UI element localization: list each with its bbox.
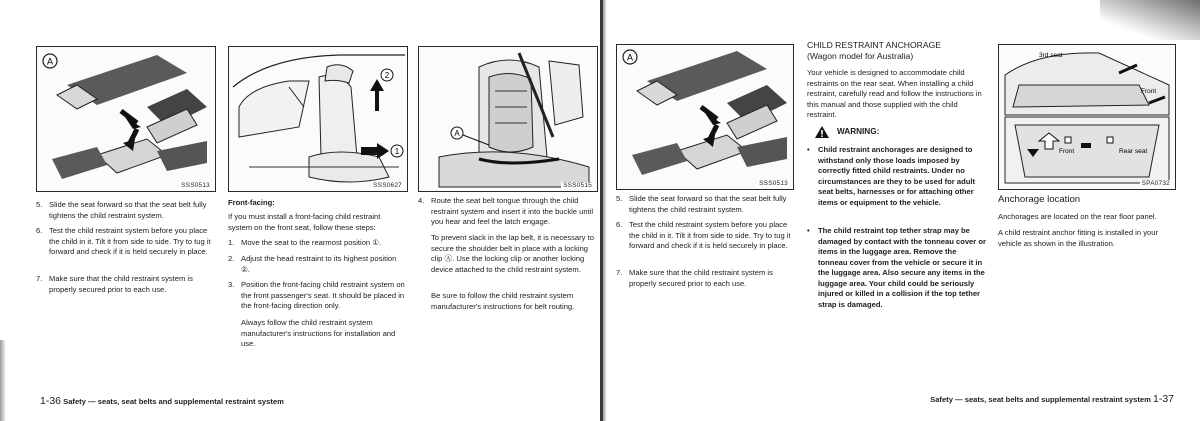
item-text: Test the child restraint system before you place the child in it. Tilt it from side to side. Try to tug it forward and check if it is held securely in place. <box>49 226 211 257</box>
bullet-dot: • <box>807 145 810 154</box>
page-number: 1-37 <box>1152 393 1174 405</box>
figure-code: SSS0513 <box>181 182 210 189</box>
label-3rd-seat: 3rd seat <box>1039 52 1063 59</box>
step-text: Position the front-facing child restraint system on the front passenger's seat. It should be placed in the front-facing direction only. <box>241 280 405 311</box>
callout-1: 1 <box>394 147 400 156</box>
callout-2: 2 <box>384 71 390 80</box>
step-number: 3. <box>228 280 235 289</box>
label-front-right: Front <box>1141 88 1157 95</box>
figure-anchorage-location <box>998 44 1176 190</box>
step-text: Adjust the head restraint to its highest position ②. <box>241 254 397 274</box>
step-number: 1. <box>228 238 235 247</box>
footer-title: Safety — seats, seat belts and supplemental restraint system <box>63 397 284 406</box>
intro-paragraph: If you must install a front-facing child restraint system on the front seat, follow these steps: <box>228 212 381 232</box>
item-number: 5. <box>36 200 43 209</box>
paragraph: Be sure to follow the child restraint system manufacturer's instructions for belt routing. <box>431 291 575 311</box>
warning-text: Child restraint anchorages are designed to withstand only those loads imposed by correctly fitted child restraints. Under no circumstances are they to be used for adult seat belts, harnesses or for attaching other items or equipment to the vehicle. <box>818 145 975 207</box>
warning-label: WARNING: <box>837 127 880 136</box>
label-rear-seat: Rear seat <box>1119 148 1148 155</box>
footer-right <box>880 393 1174 405</box>
child-seat-route-illustration <box>419 47 597 191</box>
footer-title: Safety — seats, seat belts and supplemental restraint system <box>930 395 1151 404</box>
paragraph: To prevent slack in the lap belt, it is necessary to secure the shoulder belt in place with a locking clip Ⓐ. Use the locking clip or another locking device attached to the child restraint system. <box>431 233 594 274</box>
label-front: Front <box>1059 148 1075 155</box>
note-paragraph: Always follow the child restraint system manufacturer's instructions for installation and use. <box>241 318 396 349</box>
section-heading: Front-facing: <box>228 198 275 207</box>
item-text: Test the child restraint system before you place the child in it. Tilt it from side to side. Try to tug it forward and check if it is held securely in place. <box>629 220 791 251</box>
paragraph: Anchorages are located on the rear floor panel. <box>998 212 1157 221</box>
anchorage-location-illustration <box>999 45 1175 189</box>
footer-left <box>40 395 440 407</box>
paragraph: A child restraint anchor fitting is installed in your vehicle as shown in the illustration. <box>998 228 1158 248</box>
figure-belt-tighten <box>616 44 794 190</box>
warning-text: The child restraint top tether strap may be damaged by contact with the tonneau cover or items in the luggage area. Remove the tonneau cover from the vehicle or secure it in the luggage area. Also secure any items in the luggage area. Your child could be seriously injured or killed in a collision if the top tether strap is damaged. <box>818 226 986 309</box>
figure-seat-adjust <box>228 46 408 192</box>
belt-tighten-illustration <box>37 47 215 191</box>
page-fold-shadow <box>603 0 607 421</box>
callout-a: A <box>454 129 460 138</box>
seat-adjust-illustration <box>229 47 407 191</box>
item-number: 5. <box>616 194 623 203</box>
step-number: 2. <box>228 254 235 263</box>
step-text: Route the seat belt tongue through the child restraint system and insert it into the buckle until you hear and feel the latch engage. <box>431 196 594 227</box>
belt-tighten-illustration <box>617 45 793 189</box>
item-number: 7. <box>36 274 43 283</box>
scan-edge-left <box>0 340 6 421</box>
figure-code: SSS0513 <box>759 180 788 187</box>
item-number: 6. <box>616 220 623 229</box>
step-text: Move the seat to the rearmost position ①. <box>241 238 382 247</box>
item-number: 7. <box>616 268 623 277</box>
figure-code: SSS0515 <box>563 182 592 189</box>
bullet-dot: • <box>807 226 810 235</box>
item-text: Make sure that the child restraint system is properly secured prior to each use. <box>629 268 773 288</box>
callout-a: A <box>46 56 54 67</box>
scan-corner-shadow <box>1100 0 1200 40</box>
figure-code: SPA0732 <box>1141 180 1170 187</box>
step-number: 4. <box>418 196 425 205</box>
intro-paragraph: Your vehicle is designed to accommodate child restraints on the rear seat. When installing a child restraint, carefully read and follow the instructions in this manual and those supplied with the child restraint. <box>807 68 982 120</box>
figure-belt-tighten <box>36 46 216 192</box>
section-heading: CHILD RESTRAINT ANCHORAGE <box>807 40 942 50</box>
item-text: Make sure that the child restraint system is properly secured prior to each use. <box>49 274 193 294</box>
figure-child-seat-route <box>418 46 598 192</box>
callout-a: A <box>626 52 634 63</box>
item-number: 6. <box>36 226 43 235</box>
item-text: Slide the seat forward so that the seat belt fully tightens the child restraint system. <box>629 194 787 214</box>
page-number: 1-36 <box>40 395 62 407</box>
warning-triangle-icon <box>814 125 830 139</box>
warning-header <box>814 125 984 139</box>
figure-code: SSS0627 <box>373 182 402 189</box>
section-subheading: (Wagon model for Australia) <box>807 51 914 61</box>
section-heading: Anchorage location <box>998 194 1081 205</box>
item-text: Slide the seat forward so that the seat belt fully tightens the child restraint system. <box>49 200 207 220</box>
